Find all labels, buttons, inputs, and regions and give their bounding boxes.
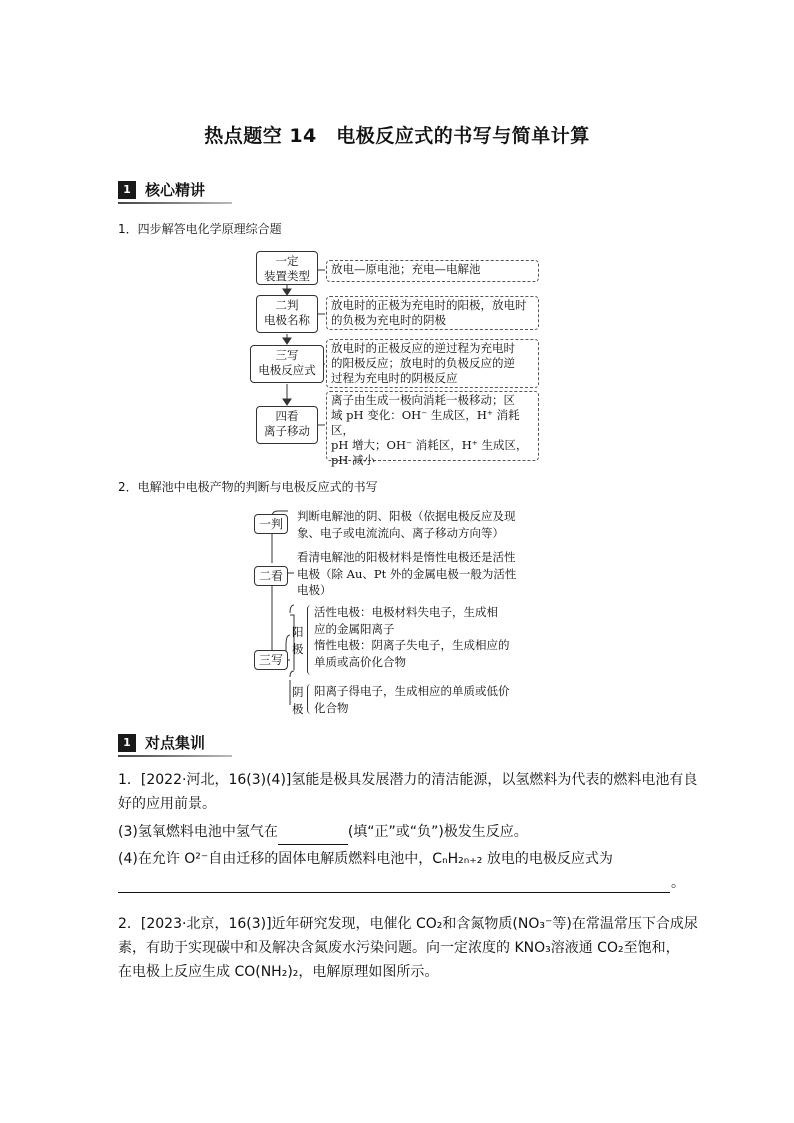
section-number-icon: 1 — [118, 734, 136, 752]
flow2-yin-label: 阴 极 — [292, 685, 304, 716]
answer-blank-4[interactable] — [118, 871, 670, 893]
section-number-icon: 1 — [118, 181, 136, 199]
page-title: 热点题空 14 电极反应式的书写与简单计算 — [204, 125, 590, 147]
flow2-yin-text: 阳离子得电子，生成相应的单质或低价 化合物 — [314, 684, 510, 715]
subheading-1: 1．四步解答电化学原理综合题 — [118, 222, 282, 236]
flow1-note-1: 放电—原电池；充电—电解池 — [326, 260, 539, 282]
question-1-line-1: 1．[2022·河北，16(3)(4)]氢能是极具发展潜力的清洁能源，以氢燃料为代表的燃料电池有良 — [118, 772, 698, 788]
flow1-note-3: 放电时的正极反应的逆过程为充电时 的阳极反应；放电时的负极反应的逆 过程为充电时的阴极反应 — [326, 339, 539, 388]
question-2-line-3: 在电极上反应生成 CO(NH₂)₂，电解原理如图所示。 — [118, 964, 439, 980]
flow2-pan-text: 判断电解池的阴、阳极（依据电极反应及现 象、电子或电流流向、离子移动方向等） — [297, 509, 516, 540]
question-1-part-3: (3)氢氧燃料电池中氢气在 (填“正”或“负”)极发生反应。 — [118, 820, 678, 845]
flow1-note-2: 放电时的正极为充电时的阳极，放电时 的负极为充电时的阴极 — [326, 296, 539, 330]
flow1-step-1: 一定 装置类型 — [256, 251, 318, 285]
section-header-practice — [118, 733, 232, 755]
flow1-step-4: 四看 离子移动 — [256, 406, 318, 444]
answer-blank-3[interactable] — [278, 820, 348, 845]
flow2-label-xie: 三写 — [254, 650, 288, 670]
flow2-yang-text: 活性电极：电极材料失电子，生成相 应的金属阳离子 惰性电极：阴离子失电子，生成相应的 单质或高价化合物 — [314, 605, 510, 669]
section-underline — [118, 755, 232, 757]
section-title: 核心精讲 — [145, 181, 206, 199]
question-1-part-4: (4)在允许 O²⁻自由迁移的固体电解质燃料电池中，CₙH₂ₙ₊₂ 放电的电极反应式为 — [118, 851, 613, 867]
flow2-kan-text: 看清电解池的阳极材料是惰性电极还是活性 电极（除 Au、Pt 外的金属电极一般为活性 电极） — [297, 550, 517, 597]
flow1-note-4: 离子由生成一极向消耗一极移动；区 域 pH 变化：OH⁻ 生成区，H⁺ 消耗区， pH 增大；OH⁻ 消耗区，H⁺ 生成区， pH 减小 — [326, 391, 539, 461]
flow2-yin-bracket — [307, 684, 313, 714]
subheading-2: 2．电解池中电极产物的判断与电极反应式的书写 — [118, 480, 378, 494]
section-title: 对点集训 — [145, 734, 206, 752]
flow2-label-pan: 一判 — [254, 514, 288, 534]
question-1-line-2: 好的应用前景。 — [118, 796, 216, 812]
question-2-line-2: 素，有助于实现碳中和及解决含氮废水污染问题。向一定浓度的 KNO₃溶液通 CO₂至饱和， — [118, 940, 680, 956]
question-1-answer-line: 。 — [118, 871, 678, 897]
question-2-line-1: 2．[2023·北京，16(3)]近年研究发现，电催化 CO₂和含氮物质(NO₃⁻等)在常温常压下合成尿 — [118, 916, 698, 932]
flow1-step-3: 三写 电极反应式 — [250, 345, 324, 383]
flow2-yang-bracket — [307, 605, 313, 675]
section-underline — [118, 202, 232, 204]
question-2 — [118, 912, 698, 984]
question-1 — [118, 768, 698, 897]
flow2-yang-label: 阳 极 — [292, 625, 304, 656]
flow1-step-2: 二判 电极名称 — [256, 295, 318, 333]
flow2-label-kan: 二看 — [254, 566, 288, 586]
section-header-core — [118, 180, 232, 202]
